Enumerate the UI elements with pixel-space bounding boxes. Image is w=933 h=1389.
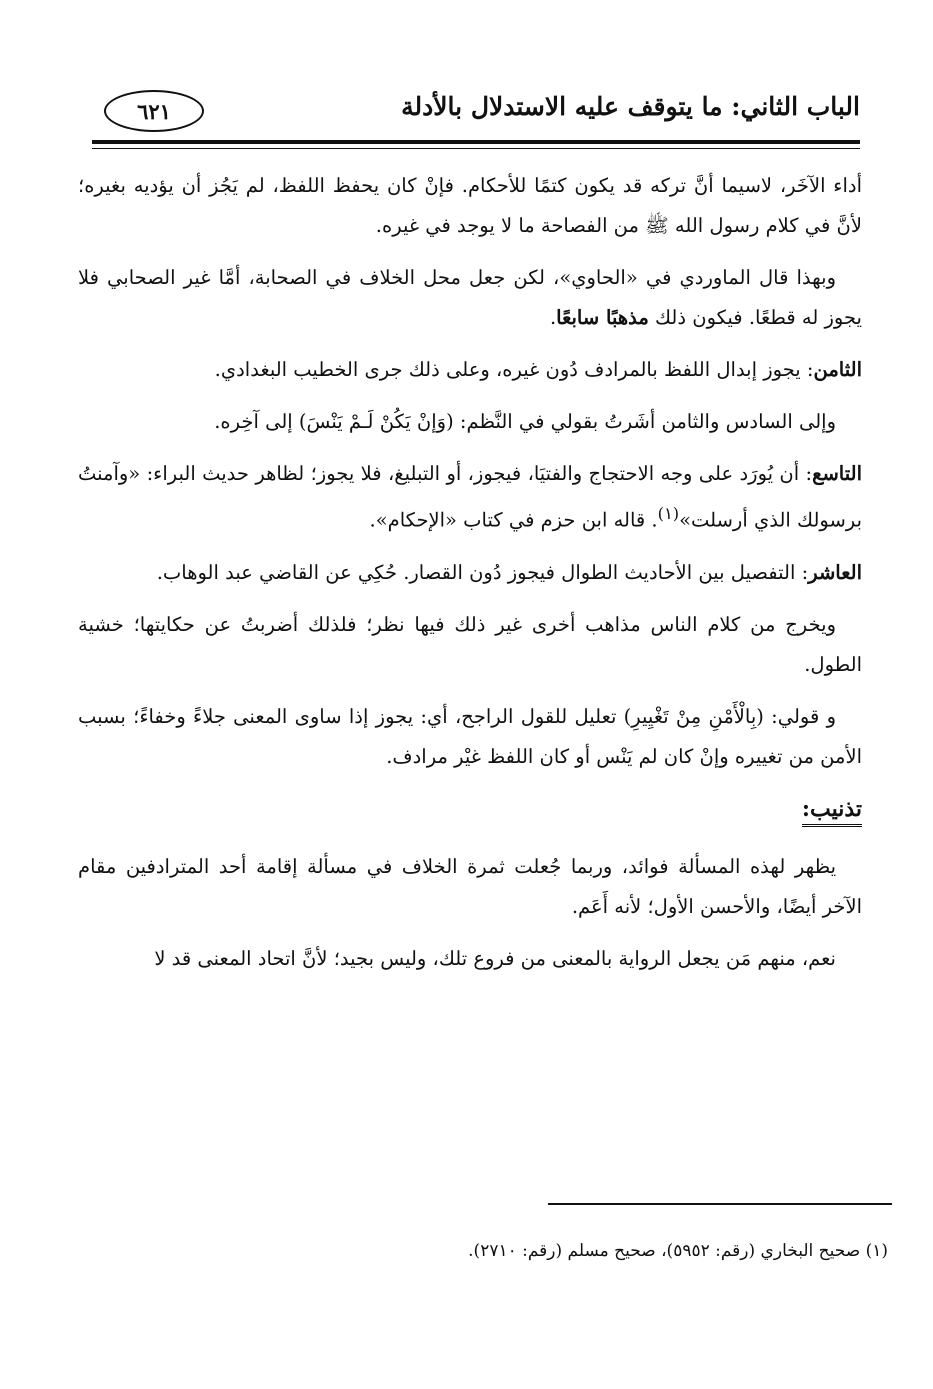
- paragraph-6-label: العاشر: [808, 560, 862, 584]
- paragraph-10: نعم، منهم مَن يجعل الرواية بالمعنى من فروع تلك، وليس بجيد؛ لأنَّ اتحاد المعنى قد لا: [154, 946, 836, 970]
- page-number: ٦٢١: [137, 98, 171, 124]
- paragraph-2: وبهذا قال الماوردي في «الحاوي»، لكن جعل محل الخلاف في الصحابة، أمَّا غير الصحابي فلا يجوز له قطعًا. فيكون ذلك مذهبًا سابعًا.: [78, 266, 862, 329]
- header-rule-thick: [92, 140, 860, 144]
- paragraph-8: و قولي: (بِالْأَمْنِ مِنْ تَغْيِيرِ) تعليل للقول الراجح، أي: يجوز إذا ساوى المعنى جلاءً وخفاءً؛ بسبب الأمن من تغييره وإنْ كان لم يَنْس أو كان اللفظ غيْر مرادف.: [78, 704, 862, 768]
- paragraph-9: يظهر لهذه المسألة فوائد، وربما جُعلت ثمرة الخلاف في مسألة إقامة أحد المترادفين مقام الآخر أيضًا، والأحسن الأول؛ لأنه أَعَم.: [78, 854, 862, 918]
- paragraph-1: أداء الآخَر، لاسيما أنَّ تركه قد يكون كتمًا للأحكام. فإنْ كان يحفظ اللفظ، لم يَجُز أن يؤديه بغيره؛ لأنَّ في كلام رسول الله ﷺ من الفصاحة ما لا يوجد في غيره.: [78, 174, 862, 237]
- footnote-divider: [548, 1203, 892, 1205]
- header-rule-thin: [92, 148, 860, 149]
- section-heading-text: تذنيب:: [802, 796, 862, 827]
- paragraph-3-label: الثامن: [813, 358, 862, 381]
- paragraph-3: [78, 350, 862, 390]
- footnote: (١) صحيح البخاري (رقم: ٥٩٥٢)، صحيح مسلم (رقم: ٢٧١٠).: [468, 1241, 888, 1261]
- section-heading: [78, 789, 862, 829]
- footnote-ref[interactable]: (١): [657, 504, 680, 523]
- page-header: [92, 84, 860, 144]
- page-number-badge: [104, 90, 204, 132]
- paragraph-2-bold: مذهبًا سابعًا: [556, 306, 649, 329]
- paragraph-3-text: : يجوز إبدال اللفظ بالمرادف دُون غيره، وعلى ذلك جرى الخطيب البغدادي.: [214, 358, 814, 381]
- paragraph-4: وإلى السادس والثامن أشَرتُ بقولي في النَّظم: (وَإنْ يَكُنْ لَـمْ يَنْسَ) إلى آخِره.: [214, 410, 836, 433]
- paragraph-6-text: : التفصيل بين الأحاديث الطوال فيجوز دُون القصار. حُكِي عن القاضي عبد الوهاب.: [156, 560, 809, 584]
- paragraph-7: ويخرج من كلام الناس مذاهب أخرى غير ذلك فيها نظر؛ فلذلك أضربتُ عن حكايتها؛ خشية الطول.: [78, 612, 862, 676]
- paragraph-5-text: : أن يُورَد على وجه الاحتجاج والفتيَا، فيجوز، أو التبليغ، فلا يجوز؛ لظاهر حديث البراء: «وآمنتُ برسولك الذي أرسلت»: [78, 462, 862, 532]
- paragraph-5: [78, 454, 862, 541]
- paragraph-5-label: التاسع: [812, 462, 862, 485]
- paragraph-5-tail: . قاله ابن حزم في كتاب «الإحكام».: [369, 508, 658, 532]
- chapter-title: الباب الثاني: ما يتوقف عليه الاستدلال بالأدلة: [401, 92, 860, 121]
- paragraph-6: [78, 553, 862, 593]
- paragraph-2-text: وبهذا قال الماوردي في «الحاوي»، لكن جعل محل الخلاف في الصحابة، أمَّا غير الصحابي فلا يجوز له قطعًا. فيكون ذلك: [78, 266, 862, 329]
- body-text: [78, 166, 862, 991]
